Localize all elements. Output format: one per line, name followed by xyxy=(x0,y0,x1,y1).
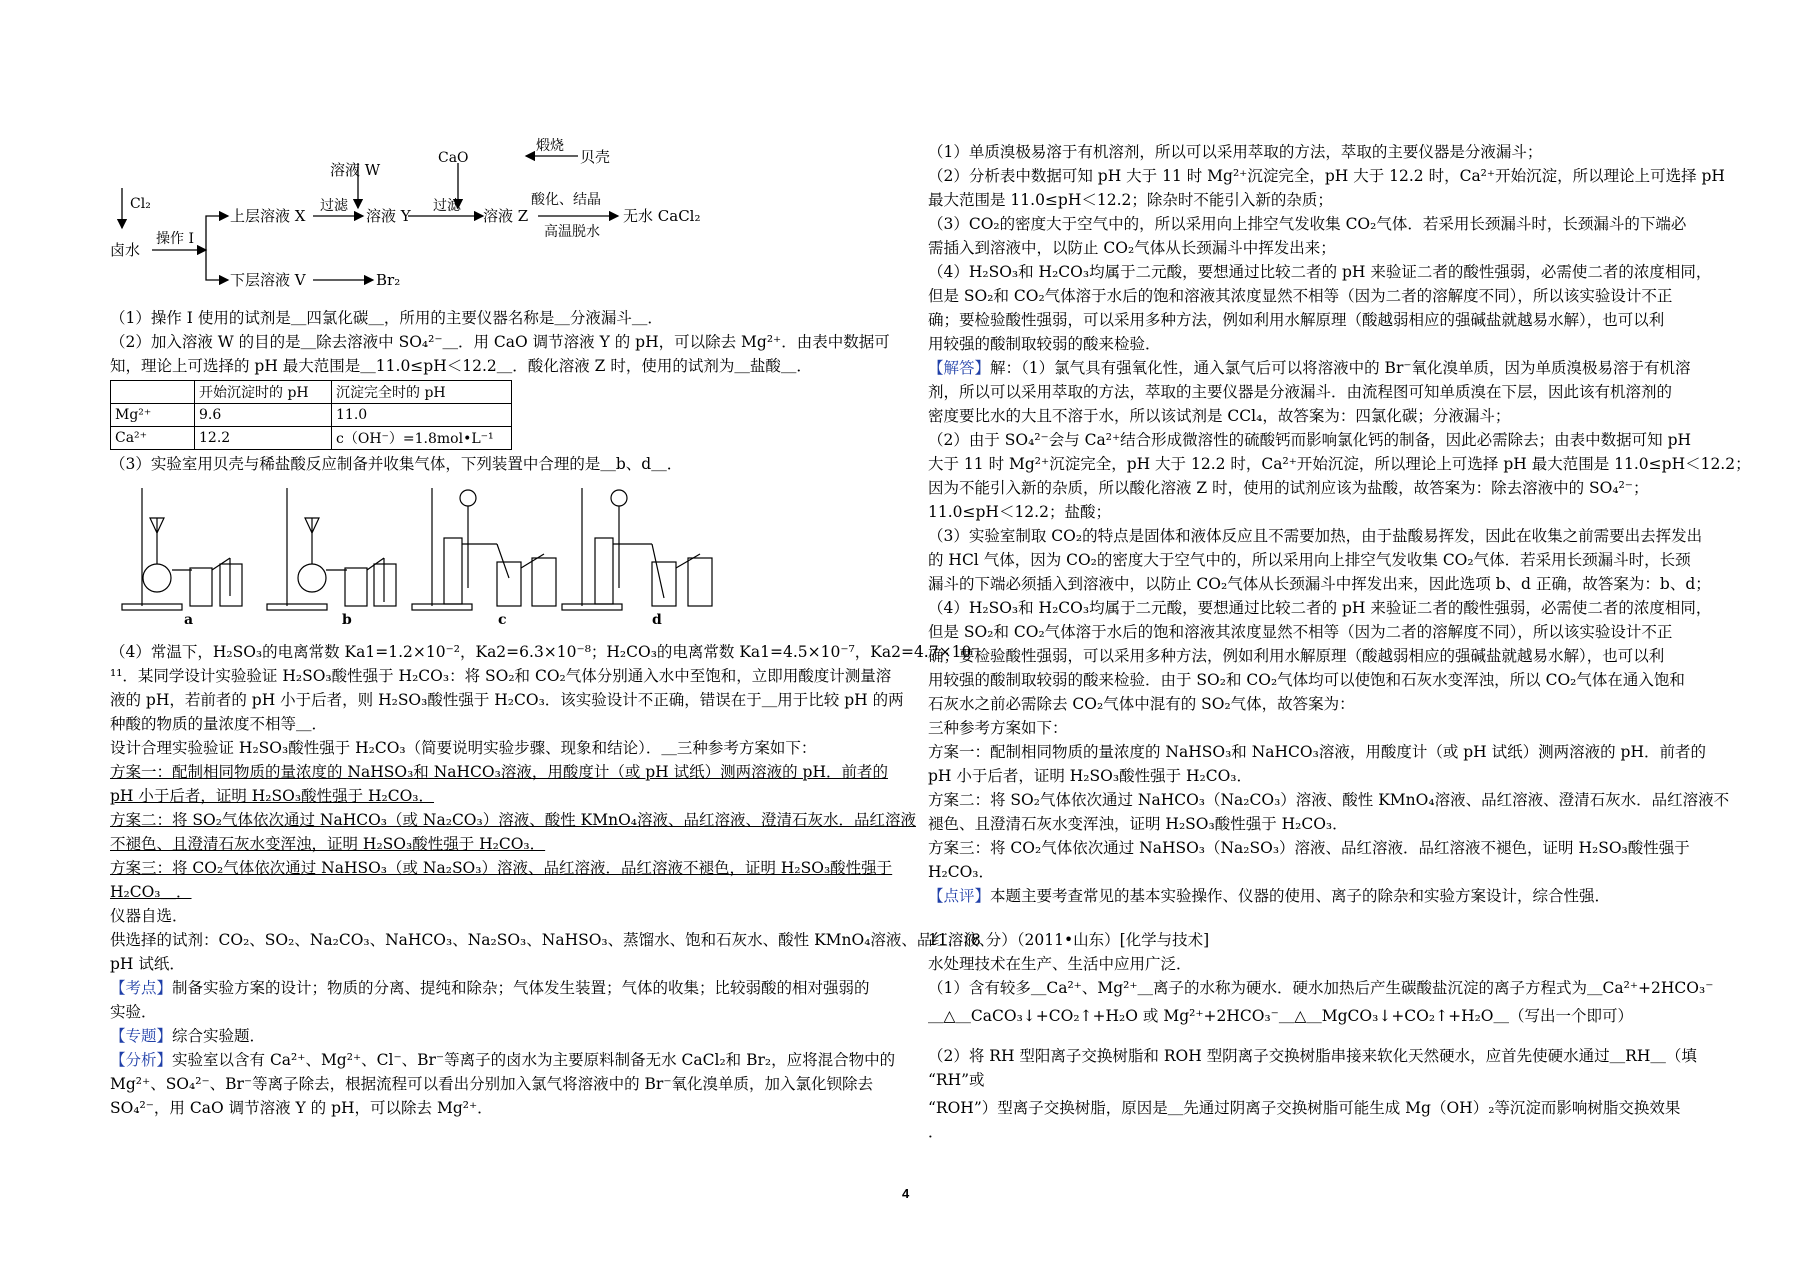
right-line-39: ． xyxy=(928,1123,944,1141)
table-cell: 12.2 xyxy=(195,427,332,450)
flow-filter1: 过滤 xyxy=(320,198,348,214)
table-cell: c（OH⁻）=1.8mol•L⁻¹ xyxy=(332,427,512,450)
right-line-38: “ROH”）型离子交换树脂，原因是＿先通过阴离子交换树脂可能生成 Mg（OH）₂等沉淀而影响树脂交换效果 xyxy=(928,1099,1681,1117)
apparatus-label-d: d xyxy=(652,612,662,628)
table-cell xyxy=(111,381,195,404)
right-line-22: 用较强的酸制取较弱的酸来检验．由于 SO₂和 CO₂气体均可以使饱和石灰水变浑浊，所以 CO₂气体在通入饱和 xyxy=(928,671,1685,689)
table-cell: 9.6 xyxy=(195,404,332,427)
right-line-23: 石灰水之前必需除去 CO₂气体中混有的 SO₂气体，故答案为： xyxy=(928,695,1355,713)
right-line-31: 【点评】本题主要考查常见的基本实验操作、仪器的使用、离子的除杂和实验方案设计，综合性强． xyxy=(928,887,1611,905)
section-tag: 【分析】 xyxy=(110,1051,173,1069)
left-line-5: ¹¹．某同学设计实验验证 H₂SO₃酸性强于 H₂CO₃：将 SO₂和 CO₂气体分别通入水中至饱和，立即用酸度计测量溶 xyxy=(110,667,892,685)
right-line-15: 11.0≤pH＜12.2；盐酸； xyxy=(928,503,1111,521)
flow-shell: 贝壳 xyxy=(580,148,611,166)
table-row xyxy=(111,427,512,450)
flow-solution-z: 溶液 Z xyxy=(483,207,529,225)
flow-lower: 下层溶液 V xyxy=(230,271,306,289)
left-line-8: 设计合理实验验证 H₂SO₃酸性强于 H₂CO₃（简要说明实验步骤、现象和结论）．＿三种参考方案如下： xyxy=(110,739,817,757)
right-line-29: 方案三：将 CO₂气体依次通过 NaHSO₃（Na₂SO₃）溶液、品红溶液．品红溶液不褪色，证明 H₂SO₃酸性强于 xyxy=(928,839,1690,857)
left-line-7: 种酸的物质的量浓度不相等＿． xyxy=(110,715,328,733)
left-line-10: pH 小于后者，证明 H₂SO₃酸性强于 H₂CO₃． xyxy=(110,787,435,805)
section-tag: 【解答】 xyxy=(928,359,991,377)
right-line-28: 褪色、且澄清石灰水变浑浊，证明 H₂SO₃酸性强于 H₂CO₃． xyxy=(928,815,1348,833)
right-line-32: 11．（8 分）（2011•山东）[化学与技术] xyxy=(928,931,1210,949)
apparatus-label-b: b xyxy=(342,612,352,628)
right-line-2: 最大范围是 11.0≤pH＜12.2；除杂时不能引入新的杂质； xyxy=(928,191,1333,209)
left-line-3: （3）实验室用贝壳与稀盐酸反应制备并收集气体，下列装置中合理的是＿b、d＿． xyxy=(110,455,683,473)
flow-brine: 卤水 xyxy=(110,241,141,259)
flow-acid-cryst: 酸化、结晶 xyxy=(531,192,601,208)
table-cell: Mg²⁺ xyxy=(111,404,195,427)
section-tag: 【专题】 xyxy=(110,1027,173,1045)
flow-br2: Br₂ xyxy=(376,271,401,289)
right-line-11: 密度要比水的大且不溶于水，所以该试剂是 CCl₄，故答案为：四氯化碳；分液漏斗； xyxy=(928,407,1511,425)
apparatus-label-c: c xyxy=(498,612,507,628)
right-line-19: （4）H₂SO₃和 H₂CO₃均属于二元酸，要想通过比较二者的 pH 来验证二者的酸性强弱，必需使二者的浓度相同， xyxy=(928,599,1712,617)
right-line-1: （2）分析表中数据可知 pH 大于 11 时 Mg²⁺沉淀完全，pH 大于 12.2 时，Ca²⁺开始沉淀，所以理论上可选择 pH xyxy=(928,167,1725,185)
right-line-33: 水处理技术在生产、生活中应用广泛． xyxy=(928,955,1192,973)
right-line-3: （3）CO₂的密度大于空气中的，所以采用向上排空气发收集 CO₂气体．若采用长颈漏斗时，长颈漏斗的下端必 xyxy=(928,215,1687,233)
left-line-21: 【分析】实验室以含有 Ca²⁺、Mg²⁺、Cl⁻、Br⁻等离子的卤水为主要原料制备无水 CaCl₂和 Br₂，应将混合物中的 xyxy=(110,1051,896,1069)
left-line-17: pH 试纸． xyxy=(110,955,185,973)
flow-dehydrate: 高温脱水 xyxy=(544,224,600,240)
table-cell: Ca²⁺ xyxy=(111,427,195,450)
flow-product: 无水 CaCl₂ xyxy=(623,207,701,225)
right-line-36: （2）将 RH 型阳离子交换树脂和 ROH 型阴离子交换树脂串接来软化天然硬水，应首先使硬水通过＿RH＿（填 xyxy=(928,1047,1697,1065)
flow-cao: CaO xyxy=(438,150,469,166)
right-line-5: （4）H₂SO₃和 H₂CO₃均属于二元酸，要想通过比较二者的 pH 来验证二者的酸性强弱，必需使二者的浓度相同， xyxy=(928,263,1712,281)
left-line-2: 知，理论上可选择的 pH 最大范围是＿11.0≤pH＜12.2＿．酸化溶液 Z 时，使用的试剂为＿盐酸＿． xyxy=(110,357,812,375)
right-line-35: ＿△＿CaCO₃↓+CO₂↑+H₂O 或 Mg²⁺+2HCO₃⁻＿△＿MgCO₃↓+CO₂↑+H₂O＿（写出一个即可） xyxy=(928,1007,1634,1025)
table-cell: 开始沉淀时的 pH xyxy=(195,381,332,404)
right-line-14: 因为不能引入新的杂质，所以酸化溶液 Z 时，使用的试剂应该为盐酸，故答案为：除去溶液中的 SO₄²⁻； xyxy=(928,479,1649,497)
right-line-8: 用较强的酸制取较弱的酸来检验． xyxy=(928,335,1161,353)
right-line-6: 但是 SO₂和 CO₂气体溶于水后的饱和溶液其浓度显然不相等（因为二者的溶解度不同），所以该实验设计不正 xyxy=(928,287,1673,305)
right-line-10: 剂，所以可以采用萃取的方法，萃取的主要仪器是分液漏斗．由流程图可知单质溴在下层，因此该有机溶剂的 xyxy=(928,383,1673,401)
right-line-4: 需插入到溶液中，以防止 CO₂气体从长颈漏斗中挥发出来； xyxy=(928,239,1336,257)
right-line-18: 漏斗的下端必须插入到溶液中，以防止 CO₂气体从长颈漏斗中挥发出来，因此选项 b、d 正确，故答案为：b、d； xyxy=(928,575,1711,593)
right-line-26: pH 小于后者，证明 H₂SO₃酸性强于 H₂CO₃． xyxy=(928,767,1253,785)
right-line-7: 确；要检验酸性强弱，可以采用多种方法，例如利用水解原理（酸越弱相应的强碱盐就越易水解），也可以利 xyxy=(928,311,1665,329)
table-cell: 沉淀完全时的 pH xyxy=(332,381,512,404)
left-line-20: 【专题】综合实验题． xyxy=(110,1027,266,1045)
left-line-18: 【考点】制备实验方案的设计；物质的分离、提纯和除杂；气体发生装置；气体的收集；比较弱酸的相对强弱的 xyxy=(110,979,870,997)
table-row xyxy=(111,404,512,427)
right-line-9: 【解答】解：（1）氯气具有强氧化性，通入氯气后可以将溶液中的 Br⁻氧化溴单质，因为单质溴极易溶于有机溶 xyxy=(928,359,1691,377)
flow-filter2: 过滤 xyxy=(433,198,461,214)
right-line-20: 但是 SO₂和 CO₂气体溶于水后的饱和溶液其浓度显然不相等（因为二者的溶解度不同），所以该实验设计不正 xyxy=(928,623,1673,641)
right-line-37: “RH”或 xyxy=(928,1071,985,1089)
left-line-13: 方案三：将 CO₂气体依次通过 NaHSO₃（或 Na₂SO₃）溶液、品红溶液．品红溶液不褪色，证明 H₂SO₃酸性强于 xyxy=(110,859,893,877)
left-line-12: 不褪色、且澄清石灰水变浑浊，证明 H₂SO₃酸性强于 H₂CO₃． xyxy=(110,835,546,853)
left-line-11: 方案二：将 SO₂气体依次通过 NaHCO₃（或 Na₂CO₃）溶液、酸性 KMnO₄溶液、品红溶液、澄清石灰水．品红溶液 xyxy=(110,811,917,829)
right-line-13: 大于 11 时 Mg²⁺沉淀完全，pH 大于 12.2 时，Ca²⁺开始沉淀，所以理论上可选择 pH 最大范围是 11.0≤pH＜12.2； xyxy=(928,455,1751,473)
left-line-4: （4）常温下，H₂SO₃的电离常数 Ka1=1.2×10⁻²，Ka2=6.3×10⁻⁸；H₂CO₃的电离常数 Ka1=4.5×10⁻⁷，Ka2=4.7×10⁻ xyxy=(110,643,980,661)
flow-upper: 上层溶液 X xyxy=(230,207,306,225)
left-line-19: 实验． xyxy=(110,1003,157,1021)
section-tag: 【考点】 xyxy=(110,979,173,997)
left-line-15: 仪器自选． xyxy=(110,907,188,925)
right-line-17: 的 HCl 气体，因为 CO₂的密度大于空气中的，所以采用向上排空气发收集 CO₂气体．若采用长颈漏斗时，长颈 xyxy=(928,551,1691,569)
left-line-1: （2）加入溶液 W 的目的是＿除去溶液中 SO₄²⁻＿．用 CaO 调节溶液 Y 的 pH，可以除去 Mg²⁺．由表中数据可 xyxy=(110,333,890,351)
apparatus-diagram xyxy=(112,478,742,628)
right-line-30: H₂CO₃． xyxy=(928,863,995,881)
table-cell: 11.0 xyxy=(332,404,512,427)
right-line-12: （2）由于 SO₄²⁻会与 Ca²⁺结合形成微溶性的硫酸钙而影响氯化钙的制备，因此必需除去；由表中数据可知 pH xyxy=(928,431,1692,449)
page-number: 4 xyxy=(902,1186,910,1201)
apparatus-label-a: a xyxy=(184,612,194,628)
table-row xyxy=(111,381,512,404)
left-line-22: Mg²⁺、SO₄²⁻、Br⁻等离子除去，根据流程可以看出分别加入氯气将溶液中的 Br⁻氧化溴单质，加入氯化钡除去 xyxy=(110,1075,874,1093)
left-line-9: 方案一：配制相同物质的量浓度的 NaHSO₃和 NaHCO₃溶液，用酸度计（或 pH 试纸）测两溶液的 pH．前者的 xyxy=(110,763,888,781)
right-line-21: 确；要检验酸性强弱，可以采用多种方法，例如利用水解原理（酸越弱相应的强碱盐就越易水解），也可以利 xyxy=(928,647,1665,665)
flow-cl2: Cl₂ xyxy=(130,196,151,212)
right-line-25: 方案一：配制相同物质的量浓度的 NaHSO₃和 NaHCO₃溶液，用酸度计（或 pH 试纸）测两溶液的 pH．前者的 xyxy=(928,743,1706,761)
flow-calcine: 煅烧 xyxy=(536,138,564,154)
ph-table xyxy=(110,380,512,450)
right-line-16: （3）实验室制取 CO₂的特点是固体和液体反应且不需要加热，由于盐酸易挥发，因此在收集之前需要出去挥发出 xyxy=(928,527,1703,545)
left-line-16: 供选择的试剂：CO₂、SO₂、Na₂CO₃、NaHCO₃、Na₂SO₃、NaHSO₃、蒸馏水、饱和石灰水、酸性 KMnO₄溶液、品红溶液、 xyxy=(110,931,995,949)
left-line-0: （1）操作 I 使用的试剂是＿四氯化碳＿，所用的主要仪器名称是＿分液漏斗＿． xyxy=(110,309,663,327)
flow-solution-y: 溶液 Y xyxy=(366,207,411,225)
section-tag: 【点评】 xyxy=(928,887,991,905)
flow-op1: 操作 I xyxy=(156,231,194,247)
right-line-27: 方案二：将 SO₂气体依次通过 NaHCO₃（Na₂CO₃）溶液、酸性 KMnO₄溶液、品红溶液、澄清石灰水．品红溶液不 xyxy=(928,791,1730,809)
left-line-14: H₂CO₃＿． xyxy=(110,883,192,901)
right-line-0: （1）单质溴极易溶于有机溶剂，所以可以采用萃取的方法，萃取的主要仪器是分液漏斗； xyxy=(928,143,1543,161)
right-line-24: 三种参考方案如下： xyxy=(928,719,1068,737)
left-line-6: 液的 pH，若前者的 pH 小于后者，则 H₂SO₃酸性强于 H₂CO₃．该实验设计不正确，错误在于＿用于比较 pH 的两 xyxy=(110,691,904,709)
left-line-23: SO₄²⁻，用 CaO 调节溶液 Y 的 pH，可以除去 Mg²⁺． xyxy=(110,1099,493,1117)
right-line-34: （1）含有较多＿Ca²⁺、Mg²⁺＿离子的水称为硬水．硬水加热后产生碳酸盐沉淀的离子方程式为＿Ca²⁺+2HCO₃⁻ xyxy=(928,979,1714,997)
process-flow-diagram xyxy=(108,128,728,298)
flow-solution-w: 溶液 W xyxy=(330,161,381,179)
